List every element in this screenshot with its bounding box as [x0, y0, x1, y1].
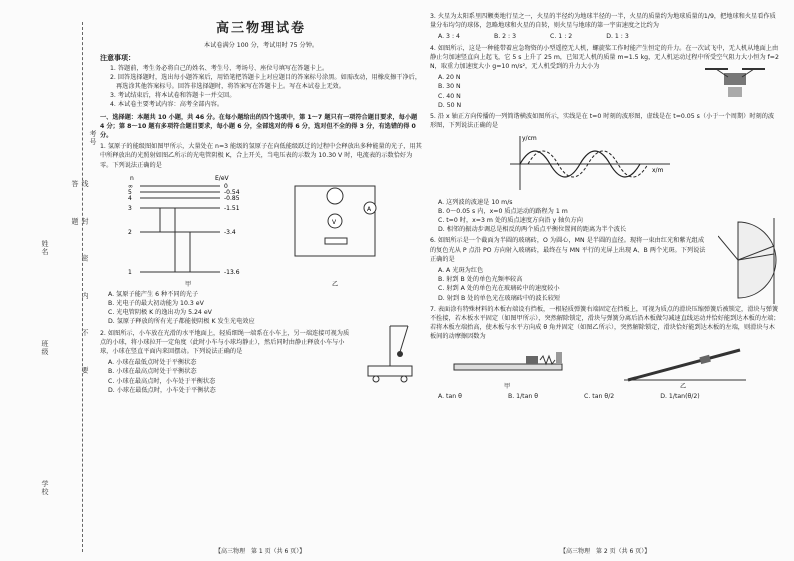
wave-x-label: x/m	[652, 167, 664, 175]
svg-text:A: A	[367, 205, 372, 213]
label-xingming: 姓名	[41, 240, 49, 256]
page-2-footer: 【高三物理 第 2 页（共 6 页）】	[560, 548, 651, 555]
level-n-1: 1	[128, 268, 132, 276]
q3-option: A. 3 : 4	[438, 33, 460, 41]
q7-options	[438, 392, 780, 401]
level-n-4: 4	[128, 194, 132, 202]
question-4: 4. 如图所示，这是一种能带着应急物资的小型遥控无人机，螺旋桨工作时能产生恒定的升力。在一次试飞中，无人机从地面上由静止匀加速竖直向上起飞，它 5 s 上升了 25 m，已知无人机的质量 m=1.5 kg，无人机运动过程中所受空气阻力大小恒为 f=2 N，取重力加速度大小 g=10 m/s²，无人机受到的升力大小为	[430, 44, 779, 71]
question-7: 7. 表面涂有特殊材料的木板右端设有挡板，一根轻质弹簧右端固定在挡板上，可视为质点的滑块压缩弹簧后被锁定，滑块与弹簧不拴接，若木板水平固定（如图甲所示），突然解除锁定，滑块与弹簧分离后沿木板做匀减速直线运动并恰好能到达木板的左端；若将木板左端抬高，使木板与水平方向成 θ 角并固定（如图乙所示），突然解除锁定，滑块恰好能到达木板的左端，则滑块与木板间的动摩擦因数为	[430, 305, 780, 341]
question-3: 3. 火星为太阳系里四颗类地行星之一，火星的半径约为地球半径的一半，火星的质量约为地球质量的1/9，把地球和火星看作质量分布均匀的球体，忽略地球和火星的自转，则火星与地球的第一宇宙速度之比约为	[430, 13, 776, 30]
cutline-words: 线 封 密 内 不 要 答 题	[71, 180, 89, 388]
q1-option: D. 氢原子释放的所有光子都能使阴极 K 发生光电效应	[108, 318, 255, 326]
label-kaohao: 考号	[89, 130, 97, 146]
q2-option: B. 小球在最高点时处于平衡状态	[108, 368, 197, 376]
fig7-yi-label: 乙	[680, 382, 687, 390]
section-heading: 一、选择题：本题共 10 小题，共 46 分。在每小题给出的四个选项中，第 1～7 题只有一项符合题目要求，每小题 4 分；第 8～10 题有多项符合题目要求，每小题 6 分，全部选对的得 6 分，选对但不全的得 3 分，有选错的得 0 分。	[100, 113, 418, 140]
q7-option: D. 1/tan(θ/2)	[660, 392, 700, 400]
note-item: 3. 考试结束后，将本试卷和答题卡一并交回。	[110, 92, 236, 100]
q7-option: B. 1/tan θ	[507, 392, 539, 400]
fig7-jia-label: 甲	[504, 382, 511, 390]
question-1: 1. 氢原子的能级图如图甲所示，大量处在 n=3 能级的氢原子在向低能级跃迁的过程中会释放出多种能量的光子，用其中所释放出的光照射如图乙所示的光电管阴极 K，合上开关，当电压表的示数为 10.30 V 时，电流表的示数恰好为零。下列说法正确的是	[100, 143, 422, 169]
board-flat-figure	[450, 346, 570, 380]
q5-option: A. 这列波的波速是 10 m/s	[438, 198, 513, 206]
level-n-2: 2	[128, 228, 132, 236]
q3-option: D. 1 : 3	[606, 33, 629, 41]
level-e-4: -0.85	[224, 194, 240, 202]
q3-option: B. 2 : 3	[493, 33, 517, 41]
label-banji: 班级	[41, 340, 49, 356]
q7-figures	[430, 344, 780, 392]
q4-option: A. 20 N	[438, 74, 461, 82]
q2-option: C. 小球在最高点时，小车处于平衡状态	[108, 377, 216, 385]
level-e-2: -3.4	[224, 228, 236, 236]
note-item: 1. 答题前，考生务必将自己的姓名、考生号、考场号、座位号填写在答题卡上。	[110, 64, 329, 72]
cut-line	[82, 22, 83, 552]
level-e-inf: 0	[224, 182, 228, 190]
page-2	[430, 10, 780, 401]
q1-figures	[100, 172, 422, 288]
fig-jia-label: 甲	[185, 280, 192, 288]
wave-y-label: y/cm	[522, 135, 537, 143]
fig-yi-label: 乙	[332, 280, 339, 288]
q4-option: B. 30 N	[438, 83, 461, 91]
q4-options	[430, 73, 780, 110]
q5-option: C. t=0 时，x=3 m 处的质点速度方向沿 y 轴负方向	[438, 217, 583, 225]
q3-options	[438, 32, 780, 41]
q3-option: C. 1 : 2	[550, 33, 573, 41]
question-2: 2. 如图所示，小车放在光滑的水平地面上，轻质细绳一端系在小车上，另一端连接可视为质点的小球，将小球拉开一定角度（此时小车与小球均静止），然后同时由静止释放小车与小球，小球在竖直平面内来回摆动。下列说法正确的是	[100, 329, 350, 356]
q1-option: C. 光电管阴极 K 的逸出功为 5.24 eV	[108, 309, 212, 317]
note-item: 2. 回答选择题时，选出每小题答案后，用铅笔把答题卡上对应题目的答案标号涂黑。如需改动，用橡皮擦干净后，再选涂其他答案标号。回答非选择题时，将答案写在答题卡上。写在本试卷上无效。	[110, 73, 422, 91]
q6-option: C. 射到 A 处的单色光在玻璃砖中的速度较小	[438, 285, 560, 293]
photoelectric-circuit	[280, 176, 390, 276]
energy-level-diagram	[120, 172, 260, 280]
note-item: 4. 本试卷主要考试内容：高考全部内容。	[110, 101, 224, 109]
q6-options	[430, 266, 780, 303]
q2-option: D. 小球在最低点时，小车处于平衡状态	[108, 386, 216, 394]
score-line: 本试卷满分 100 分，考试用时 75 分钟。	[203, 42, 319, 50]
board-incline-figure	[620, 344, 750, 384]
q4-option: D. 50 N	[438, 101, 462, 109]
level-n-3: 3	[128, 204, 132, 212]
notes-list	[100, 64, 422, 110]
notes-title: 注意事项：	[100, 54, 135, 63]
page-1-footer: 【高三物理 第 1 页（共 6 页）】	[215, 548, 306, 555]
q4-option: C. 40 N	[438, 92, 461, 100]
drone-figure	[700, 59, 770, 105]
q1-option: A. 氢原子能产生 6 种不同的光子	[108, 290, 199, 298]
question-5: 5. 沿 x 轴正方向传播的一列简谐横波如图所示，实线是在 t=0 时刻的波形图，虚线是在 t=0.05 s（小于一个周期）时刻的波形图，下列说法正确的是	[430, 113, 775, 130]
q5-option: D. 相邻的振动步调总是相反的两个质点平衡位置间的距离为半个波长	[438, 226, 627, 234]
binding-margin	[0, 0, 96, 561]
exam-title: 高三物理试卷	[215, 21, 306, 36]
q6-option: A. A 光斑为红色	[438, 267, 484, 275]
level-e-3: -1.51	[224, 204, 240, 212]
level-e-5: -0.54	[224, 188, 240, 196]
level-n-inf: ∞	[128, 182, 133, 190]
q1-option: B. 光电子的最大初动能为 10.3 eV	[108, 300, 204, 308]
q7-option: A. tan θ	[438, 392, 462, 400]
q2-options	[100, 358, 422, 395]
level-n-5: 5	[128, 188, 132, 196]
q2-option: A. 小球在最低点时处于平衡状态	[108, 359, 197, 367]
wave-graph	[500, 132, 680, 194]
glass-semicircle-figure	[718, 216, 780, 306]
svg-text:V: V	[332, 218, 337, 226]
q5-option: B. 0～0.05 s 内，x=0 质点运动的路程为 1 m	[438, 207, 568, 215]
q7-option: C. tan θ/2	[584, 392, 615, 400]
energy-header-e: E/eV	[215, 174, 229, 182]
page-1	[100, 10, 422, 395]
level-e-1: -13.6	[224, 268, 240, 276]
energy-header-n: n	[130, 174, 134, 182]
q6-option: B. 射到 B 处的单色光频率较高	[438, 276, 523, 284]
cart-pendulum-figure	[362, 318, 420, 388]
label-xuexiao: 学校	[41, 480, 49, 496]
question-6: 6. 如图所示是一个截面为半圆的玻璃砖，O 为圆心，MN 是半圆的直径。现将一束由红光和紫光组成的复色光从 P 点沿 PO 方向射入玻璃砖，最终在与 MN 平行的光屏上出现 A、B 两个光斑。下列说法正确的是	[430, 237, 706, 263]
q6-option: D. 射到 B 处的单色光在玻璃砖中的波长较短	[438, 294, 561, 302]
